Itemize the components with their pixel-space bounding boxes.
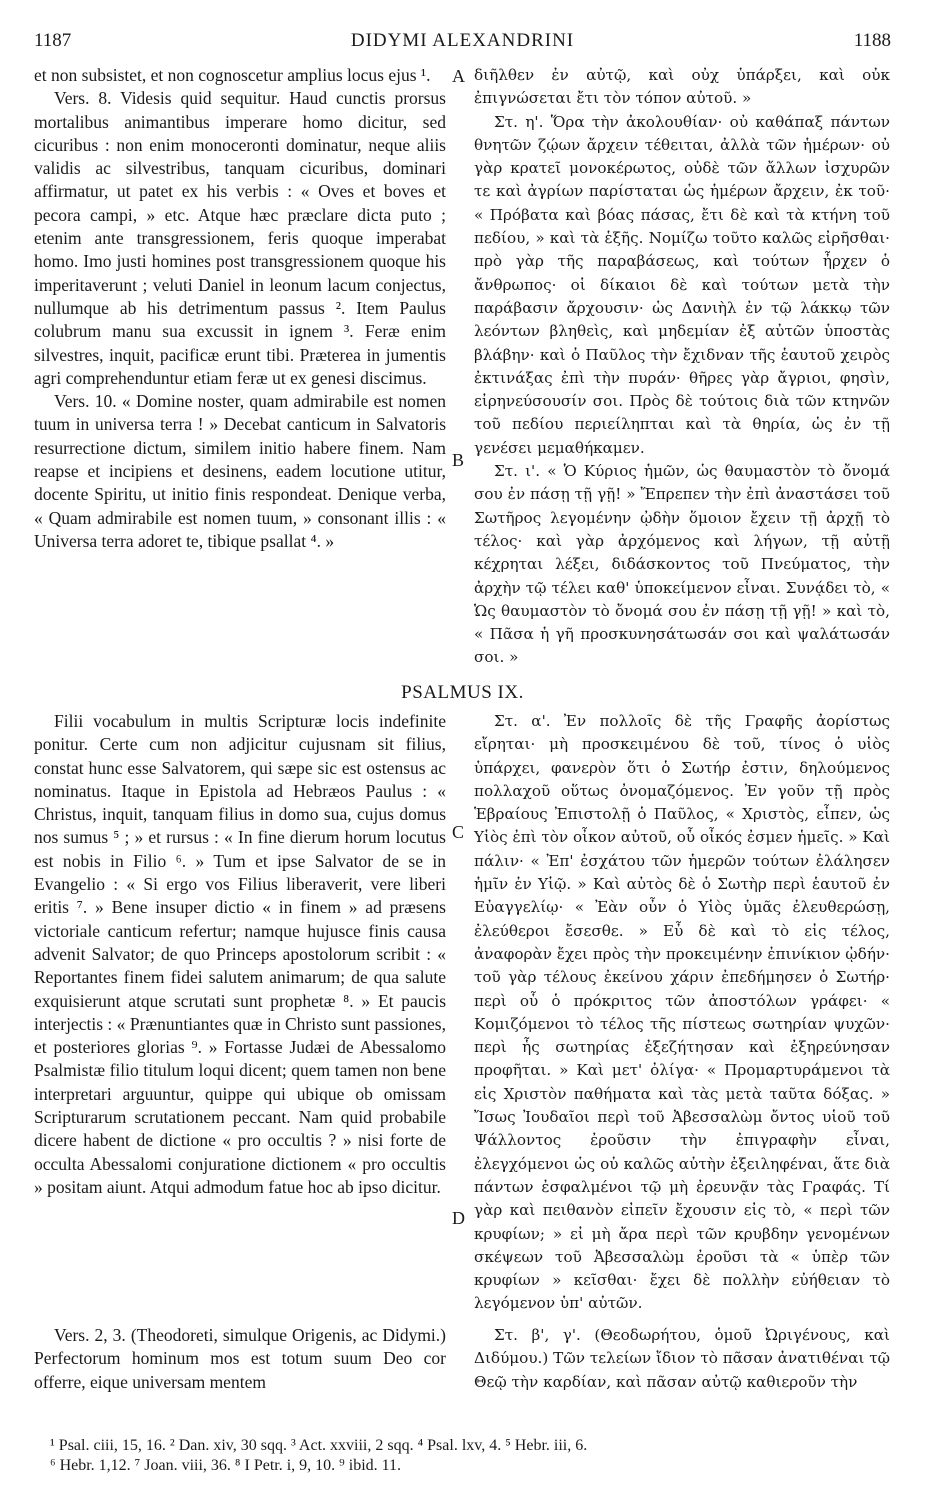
page-number-left: 1187 — [34, 30, 72, 51]
running-title: DIDYMI ALEXANDRINI — [350, 30, 575, 51]
margin-marker-a: A — [452, 66, 465, 86]
greek-paragraph: Στ. β', γ'. (Θεοδωρήτου, ὁμοῦ Ὠριγένους, καὶ Διδύμου.) Τῶν τελείων ἴδιον τὸ πᾶσαν ἀνατιθέναι τῷ Θεῷ τὴν καρδίαν, καὶ πᾶσαν αὐτῷ καθιεροῦν τὴν — [474, 1326, 890, 1391]
latin-paragraph: Vers. 2, 3. (Theodoreti, simulque Origenis, ac Didymi.) Perfectorum hominum mos est totum suum Deo cor offerre, eique universam mentem — [34, 1325, 446, 1392]
margin-marker-c: C — [452, 822, 465, 842]
latin-paragraph: Vers. 8. Videsis quid sequitur. Haud cunctis prorsus mortalibus animantibus imperare homo dicitur, sed cicuribus : non enim monoceronti dominatur, neque aliis validis ac silvestribus, tanquam cicuribus, dominari affirmatur, ut patet ex his verbis : « Oves et boves et pecora campi, » etc. Atque hæc præclare dicta puto ; etenim ante transgressionem, feris quoque imperabat homo. Imo justi homines post transgressionem quoque his imperitaverunt ; veluti Daniel in leonum lacum conjectus, nullumque ab his detrimentum passus ². Item Paulus colubrum manu sua excussit in ignem ³. Feræ enim silvestres, inquit, pacificæ erunt tibi. Præterea in jumentis agri comprehenduntur etiam feræ ut ex genesi discimus. — [34, 88, 446, 388]
latin-paragraph: Vers. 10. « Domine noster, quam admirabile est nomen tuum in universa terra ! » Decebat canticum in Salvatoris resurrectione dictum, similem initio habere finem. Nam reapse et incipiens et desinens, eadem locutione utitur, docente Spiritu, ut initio finis respondeat. Denique verba, « Quam admirabile est nomen tuum, » consonant illis : « Universa terra adoret te, tibique psallat ⁴. » — [34, 391, 446, 551]
greek-paragraph: Στ. η'. Ὅρα τὴν ἀκολουθίαν· οὐ καθάπαξ πάντων θνητῶν ζῴων ἄρχειν τέθειται, ἀλλὰ τῶν ἡμέρων· οὐ γὰρ κρατεῖ μονοκέρωτος, οὐδὲ τῶν ἄλλων ἰσχυρῶν τε καὶ ἀγρίων παρίσταται ὡς ἡμέρων ἄρχειν, ἐκ τοῦ· « Πρόβατα καὶ βόας πάσας, ἔτι δὲ καὶ τὰ κτήνη τοῦ πεδίου, » καὶ τὰ ἑξῆς. Νομίζω τοῦτο καλῶς εἰρῆσθαι· πρὸ γὰρ τῆς παραβάσεως, καὶ τούτων ἦρχεν ὁ ἄνθρωπος· οἱ δίκαιοι δὲ καὶ τούτων μετὰ τὴν παράβασιν ἄρχουσιν· ὡς Δανιὴλ ἐν τῷ λάκκῳ τῶν λεόντων βληθεὶς, καὶ μηδεμίαν ἐξ αὐτῶν ὑποστὰς βλάβην· καὶ ὁ Παῦλος τὴν ἔχιδναν τῆς ἑαυτοῦ χειρὸς ἐκτινάξας ἐπὶ τὴν πυράν· θῆρες γὰρ ἄγριοι, φησὶν, εἰρηνεύσουσίν σοι. Πρὸς δὲ τούτοις διὰ τῶν κτηνῶν τοῦ πεδίου περιείληπται καὶ τὰ θηρία, ὡς ἐν τῇ γενέσει μεμαθήκαμεν. — [474, 112, 890, 457]
greek-paragraph: διῆλθεν ἐν αὐτῷ, καὶ οὐχ ὑπάρξει, καὶ οὐκ ἐπιγνώσεται ἔτι τὸν τόπον αὐτοῦ. » — [474, 66, 890, 108]
footnote-line: ¹ Psal. ciii, 15, 16. ² Dan. xiv, 30 sqq. ³ Act. xxviii, 2 sqq. ⁴ Psal. lxv, 4. ⁵ Hebr. iii, 6. — [50, 1437, 588, 1454]
latin-verse-intro — [34, 1324, 446, 1394]
latin-paragraph: Filii vocabulum in multis Scripturæ locis indefinite ponitur. Certe cum non adjicitur cujusnam sit filius, constat hunc esse Salvatorem, qui sæpe sic est ostensus ac nominatus. Itaque in Epistola ad Hebræos Paulus : « Christus, inquit, tanquam filius in domo sua, cujus domus nos sumus ⁵ ; » et rursus : « In fine dierum horum locutus est nobis in Filio ⁶. » Tum et ipse Salvator de se in Evangelio : « Si ergo vos Filius liberaverit, vere liberi eritis ⁷. » Bene insuper dictio « in finem » ad præsens victoriale canticum refertur; namque hujusce finis causa advenit Salvator; de quo Princeps apostolorum scribit : « Reportantes finem fidei salutem animarum; de qua salute exquisierunt atque scrutati sunt prophetæ ⁸. » Et paucis interjectis : « Prænuntiantes quæ in Christo sunt passiones, et posteriores glorias ⁹. » Fortasse Judæi de Abessalomo Psalmistæ filio titulum loqui dicent; quem tamen non bene interpretari arguuntur, quippe qui ubique ob omissam Scripturarum scrutationem peccant. Nam quid probabile dicere habent de dictione « pro occultis ? » nisi forte de occulta Abessalomi conjuratione dictionem « pro occultis » positam aiunt. Atqui admodum fatue hoc ab ipso dicitur. — [34, 711, 446, 1197]
latin-paragraph: et non subsistet, et non cognoscetur amplius locus ejus ¹. — [34, 65, 431, 85]
latin-column-top — [34, 64, 446, 553]
greek-paragraph: Στ. α'. Ἐν πολλοῖς δὲ τῆς Γραφῆς ἀορίστως εἴρηται· μὴ προσκειμένου δὲ τοῦ, τίνος ὁ υἱὸς ὑπάρχει, φανερὸν ὅτι ὁ Σωτήρ ἐστιν, δηλούμενος πολλαχοῦ οὕτως ὀνομαζόμενος. Ἐν γοῦν τῇ πρὸς Ἑβραίους Ἐπιστολῇ ὁ Παῦλος, « Χριστὸς, εἶπεν, ὡς Υἱὸς ἐπὶ τὸν οἶκον αὐτοῦ, οὗ οἶκός ἐσμεν ἡμεῖς. » Καὶ πάλιν· « Ἐπ' ἐσχάτου τῶν ἡμερῶν τούτων ἐλάλησεν ἡμῖν ἐν Υἱῷ. » Καὶ αὐτὸς δὲ ὁ Σωτὴρ περὶ ἑαυτοῦ ἐν Εὐαγγελίῳ· « Ἐὰν οὖν ὁ Υἱὸς ὑμᾶς ἐλευθερώσῃ, ἐλεύθεροι ἔσεσθε. » Εὖ δὲ καὶ τὸ εἰς τέλος, ἀναφορὰν ἔχει πρὸς τὴν προκειμένην ἐπινίκιον ᾠδήν· τοῦ γὰρ τέλους ἐκείνου χάριν ἐπεδήμησεν ὁ Σωτήρ· περὶ οὗ ὁ πρόκριτος τῶν ἀποστόλων γράφει· « Κομιζόμενοι τὸ τέλος τῆς πίστεως σωτηρίαν ψυχῶν· περὶ ἧς σωτηρίας ἐξεζήτησαν καὶ ἐξηρεύνησαν προφῆται. » Καὶ μετ' ὀλίγα· « Προμαρτυράμενοι τὰ εἰς Χριστὸν παθήματα καὶ τὰς μετὰ ταῦτα δόξας. » Ἴσως Ἰουδαῖοι περὶ τοῦ Ἀβεσσαλὼμ ὄντος υἱοῦ τοῦ Ψάλλοντος ἐροῦσιν τὴν ἐπιγραφὴν εἶναι, ἐλεγχόμενοι ὡς οὐ καλῶς αὐτὴν ἐξειληφέναι, ἅτε διὰ πάντων ἐσφαλμένοι τῷ μὴ ἐρευνᾷν τὰς Γραφάς. Τί γὰρ καὶ πειθανὸν εἰπεῖν ἔχουσιν εἰς τὸ, « περὶ τῶν κρυφίων; » εἰ μὴ ἄρα περὶ τῶν κρυβδην γενομένων σκέψεων τοῦ Ἀβεσσαλὼμ ἐροῦσι τὰ « ὑπὲρ τῶν κρυφίων » κεῖσθαι· ἔχει δὲ πολλὴν εὐήθειαν τὸ λεγόμενον ὑπ' αὐτῶν. — [474, 712, 890, 1313]
latin-column-bottom — [34, 710, 446, 1199]
section-title: PSALMUS IX. — [401, 682, 524, 703]
greek-column-bottom — [474, 710, 890, 1316]
footnote-line: ⁶ Hebr. 1,12. ⁷ Joan. viii, 36. ⁸ I Petr. i, 9, 10. ⁹ ibid. 11. — [50, 1457, 402, 1474]
greek-column-top — [474, 64, 890, 670]
footnotes — [50, 1436, 891, 1476]
running-header — [34, 30, 891, 54]
margin-marker-b: B — [452, 450, 465, 470]
greek-paragraph: Στ. ι'. « Ὁ Κύριος ἡμῶν, ὡς θαυμαστὸν τὸ ὄνομά σου ἐν πάσῃ τῇ γῇ! » Ἔπρεπεν τὴν ἐπὶ ἀναστάσει τοῦ Σωτῆρος λεγομένην ᾠδὴν ὅμοιον ἔχειν τῇ ἀρχῇ τὸ τέλος· καὶ γὰρ ἀρχόμενος καὶ λήγων, τῇ αὐτῇ κέχρηται λέξει, διδάσκοντος τοῦ Πνεύματος, τὴν ἀρχὴν τῷ τέλει καθ' ὑποκείμενον εἶναι. Συνᾴδει τὸ, « Ὡς θαυμαστὸν τὸ ὄνομά σου ἐν πάσῃ τῇ γῇ! » καὶ τὸ, « Πᾶσα ἡ γῆ προσκυνησάτωσάν σοι καὶ ψαλάτωσάν σοι. » — [474, 462, 890, 667]
page-number-right: 1188 — [853, 30, 891, 51]
greek-verse-intro — [474, 1324, 890, 1394]
margin-marker-d: D — [452, 1208, 465, 1228]
